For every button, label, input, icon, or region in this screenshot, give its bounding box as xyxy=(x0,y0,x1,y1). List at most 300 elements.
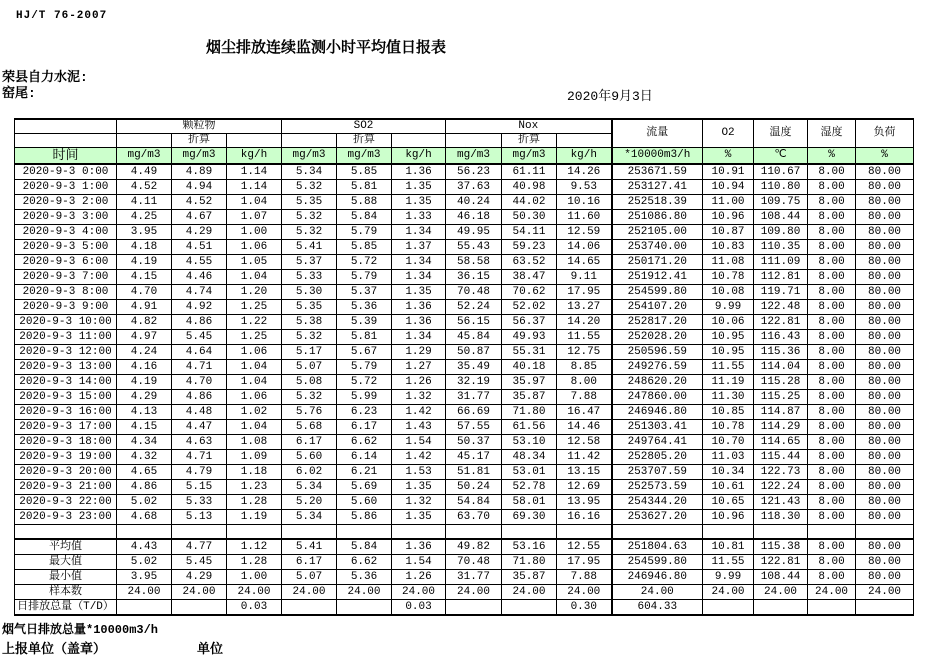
table-row xyxy=(15,164,914,180)
time-cell: 最小值 xyxy=(15,570,117,585)
value-cell: 5.32 xyxy=(282,225,337,240)
value-cell: 8.00 xyxy=(808,240,856,255)
value-cell: 110.80 xyxy=(754,180,808,195)
value-cell: 48.34 xyxy=(502,450,557,465)
header-group-particulate: 颗粒物 xyxy=(117,119,282,134)
value-cell xyxy=(172,600,227,616)
value-cell: 5.85 xyxy=(337,240,392,255)
value-cell: 110.67 xyxy=(754,164,808,180)
value-cell: 8.00 xyxy=(808,420,856,435)
value-cell: 1.54 xyxy=(392,555,446,570)
value-cell: 252518.39 xyxy=(612,195,703,210)
value-cell: 1.34 xyxy=(392,225,446,240)
value-cell: 6.62 xyxy=(337,555,392,570)
value-cell: 10.78 xyxy=(703,420,754,435)
value-cell: 604.33 xyxy=(612,600,703,616)
value-cell: 8.00 xyxy=(808,210,856,225)
header-empty-cell xyxy=(227,134,282,148)
value-cell: 4.71 xyxy=(172,360,227,375)
value-cell: 252573.59 xyxy=(612,480,703,495)
value-cell: 8.00 xyxy=(808,570,856,585)
table-row xyxy=(15,510,914,525)
time-cell: 日排放总量（T/D） xyxy=(15,600,117,616)
value-cell: 5.41 xyxy=(282,539,337,555)
value-cell: 17.95 xyxy=(557,555,612,570)
value-cell: 56.15 xyxy=(446,315,502,330)
value-cell: 5.72 xyxy=(337,375,392,390)
value-cell: 5.32 xyxy=(282,330,337,345)
unit-cell: kg/h xyxy=(227,148,282,165)
value-cell: 24.00 xyxy=(446,585,502,600)
time-cell: 2020-9-3 1:00 xyxy=(15,180,117,195)
value-cell: 1.06 xyxy=(227,345,282,360)
value-cell: 50.87 xyxy=(446,345,502,360)
value-cell: 5.35 xyxy=(282,300,337,315)
value-cell: 5.34 xyxy=(282,480,337,495)
page-title: 烟尘排放连续监测小时平均值日报表 xyxy=(206,40,447,57)
value-cell: 1.37 xyxy=(392,240,446,255)
value-cell: 1.35 xyxy=(392,285,446,300)
value-cell: 80.00 xyxy=(856,510,914,525)
value-cell: 5.02 xyxy=(117,495,172,510)
value-cell: 80.00 xyxy=(856,225,914,240)
standard-number: HJ/T 76-2007 xyxy=(16,10,108,22)
value-cell: 246946.80 xyxy=(612,405,703,420)
value-cell: 80.00 xyxy=(856,210,914,225)
header-empty-cell xyxy=(282,134,337,148)
unit-cell: *10000m3/h xyxy=(612,148,703,165)
value-cell: 16.16 xyxy=(557,510,612,525)
value-cell xyxy=(117,525,172,540)
value-cell: 109.80 xyxy=(754,225,808,240)
value-cell: 1.25 xyxy=(227,300,282,315)
value-cell: 4.70 xyxy=(117,285,172,300)
header-group-so2: SO2 xyxy=(282,119,446,134)
value-cell: 3.95 xyxy=(117,570,172,585)
value-cell: 4.32 xyxy=(117,450,172,465)
value-cell: 253740.00 xyxy=(612,240,703,255)
value-cell: 71.80 xyxy=(502,555,557,570)
value-cell: 122.81 xyxy=(754,555,808,570)
value-cell: 10.85 xyxy=(703,405,754,420)
value-cell: 4.46 xyxy=(172,270,227,285)
value-cell xyxy=(502,525,557,540)
value-cell: 5.13 xyxy=(172,510,227,525)
value-cell: 5.20 xyxy=(282,495,337,510)
value-cell: 12.69 xyxy=(557,480,612,495)
value-cell: 10.78 xyxy=(703,270,754,285)
value-cell: 1.20 xyxy=(227,285,282,300)
value-cell: 80.00 xyxy=(856,375,914,390)
header-empty-cell xyxy=(557,134,612,148)
value-cell: 1.18 xyxy=(227,465,282,480)
value-cell: 24.00 xyxy=(612,585,703,600)
value-cell: 11.03 xyxy=(703,450,754,465)
value-cell: 44.02 xyxy=(502,195,557,210)
value-cell: 1.32 xyxy=(392,495,446,510)
value-cell xyxy=(172,525,227,540)
value-cell: 56.37 xyxy=(502,315,557,330)
header-empty-cell xyxy=(446,134,502,148)
value-cell: 80.00 xyxy=(856,465,914,480)
value-cell: 4.86 xyxy=(172,315,227,330)
value-cell: 5.76 xyxy=(282,405,337,420)
value-cell: 4.86 xyxy=(172,390,227,405)
value-cell: 1.23 xyxy=(227,480,282,495)
time-cell: 2020-9-3 23:00 xyxy=(15,510,117,525)
value-cell: 80.00 xyxy=(856,345,914,360)
value-cell: 249764.41 xyxy=(612,435,703,450)
header-humidity: 湿度 xyxy=(808,119,856,148)
time-cell: 2020-9-3 20:00 xyxy=(15,465,117,480)
time-cell: 2020-9-3 2:00 xyxy=(15,195,117,210)
value-cell: 5.35 xyxy=(282,195,337,210)
report-date: 2020年9月3日 xyxy=(567,89,653,104)
value-cell: 40.18 xyxy=(502,360,557,375)
value-cell: 36.15 xyxy=(446,270,502,285)
value-cell: 10.87 xyxy=(703,225,754,240)
value-cell: 6.17 xyxy=(282,435,337,450)
location-label: 窑尾: xyxy=(2,86,36,101)
value-cell: 16.47 xyxy=(557,405,612,420)
value-cell: 1.26 xyxy=(392,375,446,390)
value-cell: 5.68 xyxy=(282,420,337,435)
value-cell: 110.35 xyxy=(754,240,808,255)
unit-cell: % xyxy=(808,148,856,165)
table-body xyxy=(15,164,914,615)
time-cell: 2020-9-3 5:00 xyxy=(15,240,117,255)
time-cell: 平均值 xyxy=(15,539,117,555)
value-cell: 57.55 xyxy=(446,420,502,435)
value-cell: 10.34 xyxy=(703,465,754,480)
value-cell: 115.38 xyxy=(754,539,808,555)
value-cell: 8.00 xyxy=(808,164,856,180)
value-cell: 12.58 xyxy=(557,435,612,450)
value-cell: 8.00 xyxy=(808,300,856,315)
value-cell: 70.48 xyxy=(446,285,502,300)
value-cell: 4.16 xyxy=(117,360,172,375)
value-cell: 10.81 xyxy=(703,539,754,555)
value-cell: 4.79 xyxy=(172,465,227,480)
summary-row xyxy=(15,570,914,585)
value-cell: 10.95 xyxy=(703,330,754,345)
value-cell: 6.62 xyxy=(337,435,392,450)
value-cell: 5.88 xyxy=(337,195,392,210)
value-cell: 5.81 xyxy=(337,180,392,195)
value-cell: 10.95 xyxy=(703,345,754,360)
value-cell: 4.43 xyxy=(117,539,172,555)
time-cell: 2020-9-3 10:00 xyxy=(15,315,117,330)
value-cell: 4.92 xyxy=(172,300,227,315)
value-cell: 61.56 xyxy=(502,420,557,435)
value-cell: 35.97 xyxy=(502,375,557,390)
value-cell: 8.00 xyxy=(808,330,856,345)
value-cell: 8.00 xyxy=(808,510,856,525)
value-cell: 4.52 xyxy=(172,195,227,210)
value-cell: 52.24 xyxy=(446,300,502,315)
value-cell: 8.00 xyxy=(808,555,856,570)
time-cell: 2020-9-3 4:00 xyxy=(15,225,117,240)
value-cell: 4.48 xyxy=(172,405,227,420)
value-cell: 1.06 xyxy=(227,390,282,405)
value-cell: 122.48 xyxy=(754,300,808,315)
value-cell xyxy=(808,525,856,540)
value-cell: 24.00 xyxy=(282,585,337,600)
value-cell: 80.00 xyxy=(856,315,914,330)
value-cell: 251303.41 xyxy=(612,420,703,435)
value-cell: 8.00 xyxy=(808,360,856,375)
value-cell: 49.82 xyxy=(446,539,502,555)
table-row xyxy=(15,465,914,480)
value-cell: 24.00 xyxy=(557,585,612,600)
value-cell: 10.61 xyxy=(703,480,754,495)
value-cell: 0.30 xyxy=(557,600,612,616)
value-cell: 49.95 xyxy=(446,225,502,240)
value-cell: 37.63 xyxy=(446,180,502,195)
time-cell: 2020-9-3 7:00 xyxy=(15,270,117,285)
value-cell: 80.00 xyxy=(856,195,914,210)
value-cell: 116.43 xyxy=(754,330,808,345)
value-cell: 8.00 xyxy=(808,375,856,390)
value-cell xyxy=(117,600,172,616)
value-cell: 1.35 xyxy=(392,195,446,210)
value-cell: 1.04 xyxy=(227,195,282,210)
value-cell: 6.17 xyxy=(337,420,392,435)
time-cell: 2020-9-3 19:00 xyxy=(15,450,117,465)
value-cell: 8.00 xyxy=(808,495,856,510)
value-cell: 80.00 xyxy=(856,255,914,270)
value-cell: 9.53 xyxy=(557,180,612,195)
summary-row xyxy=(15,555,914,570)
value-cell: 252105.00 xyxy=(612,225,703,240)
value-cell: 1.04 xyxy=(227,420,282,435)
value-cell: 6.23 xyxy=(337,405,392,420)
value-cell: 50.37 xyxy=(446,435,502,450)
value-cell xyxy=(337,525,392,540)
value-cell xyxy=(282,600,337,616)
value-cell: 1.04 xyxy=(227,270,282,285)
value-cell: 1.07 xyxy=(227,210,282,225)
value-cell: 253127.41 xyxy=(612,180,703,195)
value-cell: 8.85 xyxy=(557,360,612,375)
value-cell: 111.09 xyxy=(754,255,808,270)
value-cell: 246946.80 xyxy=(612,570,703,585)
value-cell: 8.00 xyxy=(808,180,856,195)
value-cell: 8.00 xyxy=(808,465,856,480)
value-cell: 13.15 xyxy=(557,465,612,480)
value-cell: 5.67 xyxy=(337,345,392,360)
value-cell: 0.03 xyxy=(392,600,446,616)
value-cell: 5.45 xyxy=(172,330,227,345)
value-cell: 1.35 xyxy=(392,480,446,495)
value-cell: 1.36 xyxy=(392,315,446,330)
value-cell: 4.13 xyxy=(117,405,172,420)
value-cell: 52.02 xyxy=(502,300,557,315)
footer-report-unit-label: 上报单位（盖章） xyxy=(2,642,107,657)
value-cell: 115.25 xyxy=(754,390,808,405)
value-cell: 8.00 xyxy=(808,315,856,330)
value-cell: 254599.80 xyxy=(612,285,703,300)
value-cell: 1.36 xyxy=(392,539,446,555)
value-cell: 1.34 xyxy=(392,330,446,345)
value-cell: 247860.00 xyxy=(612,390,703,405)
value-cell: 69.30 xyxy=(502,510,557,525)
value-cell: 4.29 xyxy=(172,570,227,585)
table-row xyxy=(15,405,914,420)
value-cell: 4.91 xyxy=(117,300,172,315)
value-cell: 4.11 xyxy=(117,195,172,210)
time-cell: 2020-9-3 12:00 xyxy=(15,345,117,360)
value-cell xyxy=(856,600,914,616)
value-cell: 5.32 xyxy=(282,180,337,195)
table-row xyxy=(15,375,914,390)
table-row xyxy=(15,270,914,285)
unit-cell: mg/m3 xyxy=(117,148,172,165)
value-cell: 5.81 xyxy=(337,330,392,345)
value-cell: 1.33 xyxy=(392,210,446,225)
value-cell: 6.14 xyxy=(337,450,392,465)
value-cell: 5.07 xyxy=(282,360,337,375)
value-cell: 32.19 xyxy=(446,375,502,390)
value-cell xyxy=(754,600,808,616)
value-cell: 9.99 xyxy=(703,570,754,585)
value-cell: 24.00 xyxy=(502,585,557,600)
value-cell: 1.00 xyxy=(227,570,282,585)
time-cell: 2020-9-3 9:00 xyxy=(15,300,117,315)
value-cell: 4.89 xyxy=(172,164,227,180)
value-cell: 4.86 xyxy=(117,480,172,495)
value-cell: 115.36 xyxy=(754,345,808,360)
unit-cell: % xyxy=(703,148,754,165)
value-cell: 115.44 xyxy=(754,450,808,465)
value-cell: 5.36 xyxy=(337,300,392,315)
value-cell: 7.88 xyxy=(557,390,612,405)
value-cell: 1.08 xyxy=(227,435,282,450)
value-cell: 4.19 xyxy=(117,255,172,270)
time-column-header: 时间 xyxy=(15,148,117,165)
value-cell: 31.77 xyxy=(446,390,502,405)
value-cell: 4.18 xyxy=(117,240,172,255)
value-cell: 7.88 xyxy=(557,570,612,585)
value-cell: 1.32 xyxy=(392,390,446,405)
value-cell: 10.16 xyxy=(557,195,612,210)
value-cell: 1.42 xyxy=(392,450,446,465)
value-cell: 80.00 xyxy=(856,330,914,345)
value-cell: 8.00 xyxy=(808,195,856,210)
value-cell: 11.55 xyxy=(703,555,754,570)
value-cell: 14.26 xyxy=(557,164,612,180)
time-cell: 2020-9-3 3:00 xyxy=(15,210,117,225)
table-row xyxy=(15,390,914,405)
value-cell: 251912.41 xyxy=(612,270,703,285)
value-cell: 5.79 xyxy=(337,360,392,375)
value-cell: 109.75 xyxy=(754,195,808,210)
value-cell: 5.37 xyxy=(282,255,337,270)
value-cell: 80.00 xyxy=(856,360,914,375)
value-cell: 1.26 xyxy=(392,570,446,585)
value-cell: 53.01 xyxy=(502,465,557,480)
value-cell: 5.30 xyxy=(282,285,337,300)
value-cell: 4.25 xyxy=(117,210,172,225)
value-cell: 5.85 xyxy=(337,164,392,180)
header-empty-cell xyxy=(392,134,446,148)
value-cell: 122.73 xyxy=(754,465,808,480)
unit-cell: mg/m3 xyxy=(446,148,502,165)
unit-cell: kg/h xyxy=(557,148,612,165)
value-cell: 5.69 xyxy=(337,480,392,495)
value-cell: 45.17 xyxy=(446,450,502,465)
value-cell: 70.62 xyxy=(502,285,557,300)
value-cell: 8.00 xyxy=(808,285,856,300)
time-cell: 最大值 xyxy=(15,555,117,570)
value-cell: 80.00 xyxy=(856,435,914,450)
time-cell: 2020-9-3 8:00 xyxy=(15,285,117,300)
time-cell: 2020-9-3 16:00 xyxy=(15,405,117,420)
value-cell: 122.24 xyxy=(754,480,808,495)
value-cell: 10.70 xyxy=(703,435,754,450)
value-cell: 1.35 xyxy=(392,510,446,525)
value-cell: 5.34 xyxy=(282,164,337,180)
table-row xyxy=(15,225,914,240)
value-cell: 252817.20 xyxy=(612,315,703,330)
value-cell: 80.00 xyxy=(856,420,914,435)
value-cell: 4.19 xyxy=(117,375,172,390)
time-cell: 2020-9-3 11:00 xyxy=(15,330,117,345)
value-cell: 14.20 xyxy=(557,315,612,330)
table-row xyxy=(15,285,914,300)
value-cell: 254107.20 xyxy=(612,300,703,315)
unit-cell: mg/m3 xyxy=(337,148,392,165)
time-cell: 2020-9-3 21:00 xyxy=(15,480,117,495)
value-cell: 40.98 xyxy=(502,180,557,195)
value-cell: 1.04 xyxy=(227,360,282,375)
time-cell: 2020-9-3 18:00 xyxy=(15,435,117,450)
table-row xyxy=(15,180,914,195)
value-cell: 80.00 xyxy=(856,495,914,510)
monitoring-table xyxy=(14,118,914,616)
value-cell: 63.70 xyxy=(446,510,502,525)
value-cell: 5.32 xyxy=(282,210,337,225)
value-cell xyxy=(557,525,612,540)
value-cell: 11.55 xyxy=(703,360,754,375)
value-cell: 8.00 xyxy=(557,375,612,390)
value-cell: 54.84 xyxy=(446,495,502,510)
value-cell: 4.71 xyxy=(172,450,227,465)
value-cell xyxy=(337,600,392,616)
time-cell: 2020-9-3 14:00 xyxy=(15,375,117,390)
value-cell: 4.15 xyxy=(117,420,172,435)
value-cell: 1.42 xyxy=(392,405,446,420)
value-cell: 5.45 xyxy=(172,555,227,570)
value-cell: 0.03 xyxy=(227,600,282,616)
value-cell: 4.77 xyxy=(172,539,227,555)
value-cell: 5.36 xyxy=(337,570,392,585)
value-cell: 10.65 xyxy=(703,495,754,510)
value-cell xyxy=(856,525,914,540)
value-cell: 8.00 xyxy=(808,450,856,465)
value-cell: 50.24 xyxy=(446,480,502,495)
value-cell: 5.41 xyxy=(282,240,337,255)
value-cell: 4.94 xyxy=(172,180,227,195)
value-cell: 5.86 xyxy=(337,510,392,525)
value-cell: 8.00 xyxy=(808,390,856,405)
value-cell xyxy=(808,600,856,616)
value-cell: 6.02 xyxy=(282,465,337,480)
value-cell: 4.29 xyxy=(172,225,227,240)
value-cell: 9.99 xyxy=(703,300,754,315)
table-row xyxy=(15,495,914,510)
table-row xyxy=(15,195,914,210)
